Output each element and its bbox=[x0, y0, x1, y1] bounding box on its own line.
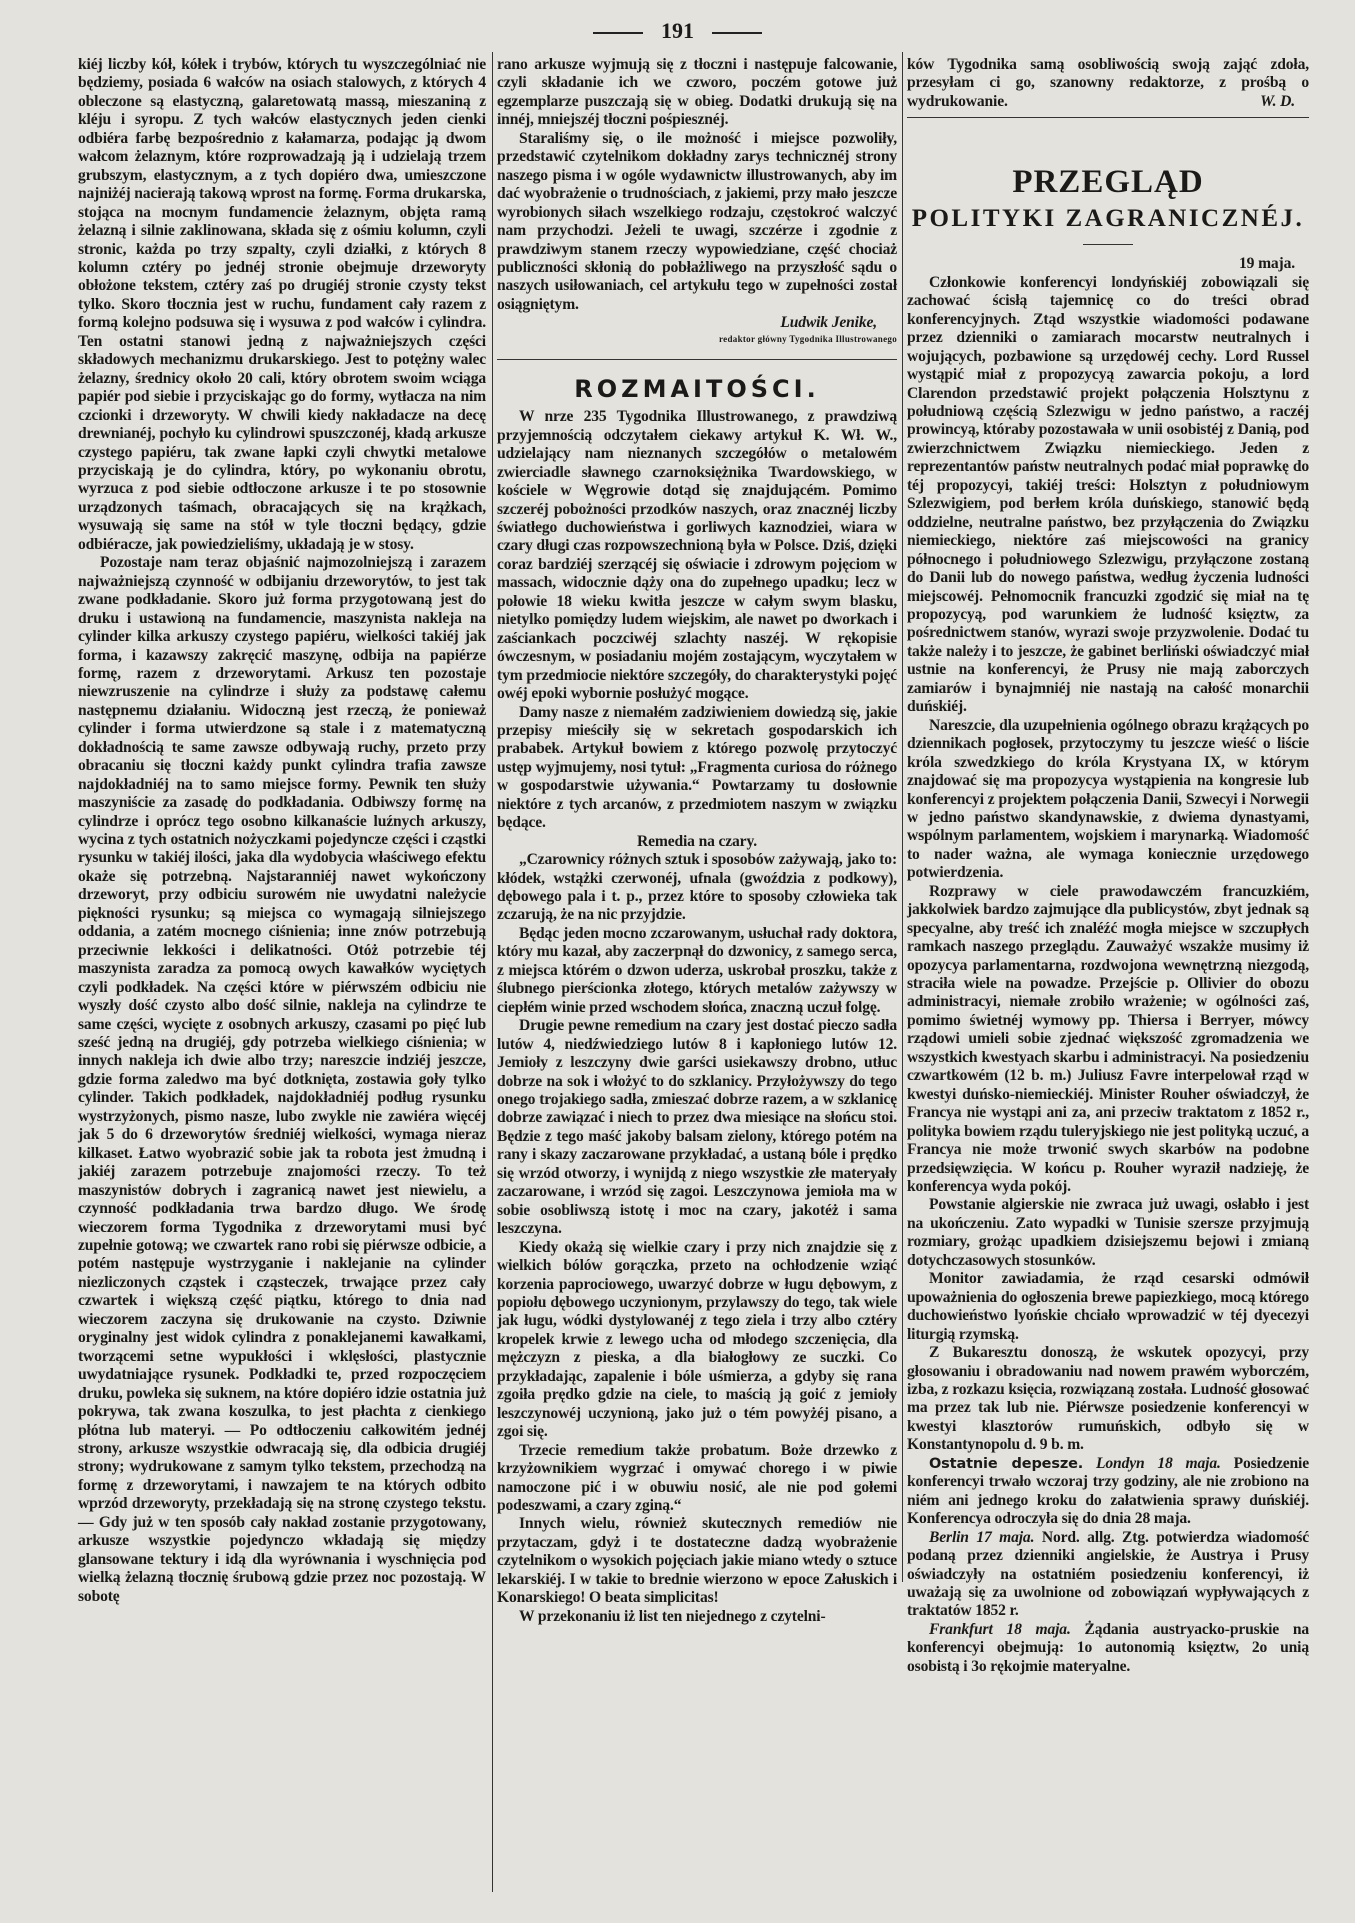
paragraph: „Czarownicy różnych sztuk i sposobów zażywają, jako to: kłódek, wstążki czerwonéj, ufnala (gwoździa z podkowy), dębowego pala i t. p., przez które to sposoby człowieka tak zczarują, że na nic przyjdzie. bbox=[497, 851, 897, 924]
paragraph: rano arkusze wyjmują się z tłoczni i następuje falcowanie, czyli składanie ich we czworo, poczém gotowe już egzemplarze puszczają się w obieg. Dodatki drukują się na innéj, mniejszéj tłoczni pośpiesznéj. bbox=[497, 56, 897, 129]
dispatches-label: Ostatnie depesze. bbox=[929, 1455, 1084, 1472]
column-1 bbox=[78, 56, 486, 1606]
divider bbox=[712, 32, 762, 34]
paragraph: Kiedy okażą się wielkie czary i przy nich znajdzie się z wielkich bólów gorączka, przeto na ochłodzenie wziąć korzenia paprociowego, uwarzyć dobrze w ługu dębowym, z popiołu dębowego uczynionym, przylawszy do tego, tak wiele jak ługu, wódki dystylowanéj z tego ziela i trzy albo cztéry kropelek krwie z lewego ucha od młodego szczenięcia, dla mężczyzn z pieska, a dla białogłowy ze suczki. Co przykładając, zapalenie i bóle uśmierza, a gdyby się rana zgoiła prędko gdzie na ciele, to maścią ją goić z jemioły leszczynowéj uczynioną, jako już o tém powyżéj pisano, a zgoi się. bbox=[497, 1238, 897, 1441]
paragraph: Z Bukaresztu donoszą, że wskutek opozycyi, przy głosowaniu i obradowaniu nad nowem prawém wyborczém, izba, z rozkazu księcia, rozwiązaną została. Ludność głosować ma przez tak lub nie. Piérwsze posiedzenie konferencyi w kwestyi klasztorów rumuńskich, odbyło się w Konstantynopolu d. 9 b. m. bbox=[907, 1344, 1309, 1454]
paragraph: Nareszcie, dla uzupełnienia ogólnego obrazu krążących po dziennikach pogłosek, przytoczymy tu jeszcze wieść o liście króla szwedzkiego do króla Krystyana IX, w którym znajdować się ma propozycya wystąpienia na kongresie lub konferencyi z projektem połączenia Danii, Szwecyi i Norwegii w jedno państwo skandynawskie, z dwiema dynastyami, wspólnym parlamentem, wojskiem i marynarką. Wiadomość to nader ważna, ale wymaga koniecznie urzędowego potwierdzenia. bbox=[907, 716, 1309, 882]
dispatch: Ostatnie depesze. Londyn 18 maja. Posiedzenie konferencyi trwało wczoraj trzy godziny, ale nie zrobiono na niém ani jednego kroku do załatwienia sprawy duńskiéj. Konferencya odroczyła się do dnia 28 maja. bbox=[907, 1454, 1310, 1528]
section-heading: ROZMAITOŚCI. bbox=[574, 374, 820, 403]
column-rule bbox=[902, 52, 903, 1582]
paragraph: ków Tygodnika samą osobliwością swoją zająć zdoła, przesyłam ci go, szanowny redaktorze, z prośbą o wydrukowanie. W. D. bbox=[907, 56, 1309, 110]
section-heading: POLITYKI ZAGRANICZNÉJ. bbox=[911, 205, 1305, 233]
paragraph: Staraliśmy się, o ile możność i miejsce pozwoliły, przedstawić czytelnikom dokładny zarys technicznéj strony naszego pisma i w ogóle wydawnictw illustrowanych, aby im dać wyobrażenie o trudnościach, z jakiemi, przy mało jeszcze wyrobionych siłach wszelkiego rodzaju, częstokroć walczyć nam przychodzi. Jeżeli te uwagi, szczérze i zgodnie z prawdziwym stanem rzeczy wypowiedziane, część chociaż publiczności skłonią do pobłażliwego na przyszłość sądu o naszych usiłowaniach, cel artykułu tego w zupełności został osiągniętym. bbox=[497, 129, 897, 313]
section-heading: PRZEGLĄD bbox=[1012, 164, 1204, 201]
paragraph: Drugie pewne remedium na czary jest dostać pieczo sadła lutów 4, niedźwiedziego lutów 8 i kapłoniego lutów 12. Jemioły z leszczyny dwie garści usiekawszy drobno, utłuc dobrze na sok i włożyć to do szklanicy. Przyłożywszy do tego onego trojakiego sadła, zmieszać dobrze razem, a w szklanicę dobrze zawiązać i niech to przez dwa miesiące na słońcu stoi. Będzie z tego maść jakoby balsam zielony, którego potém na rany i skazy zaczarowane przykładać, a ustaną bóle i prędko się wrzód otworzy, i wynijdą z niego wszystkie złe materyały zaczarowane, i wrzód się zagoi. Leszczynowa jemioła ma w sobie osobliwszą istotę i moc na czary, jakotéż i sama leszczyna. bbox=[497, 1017, 897, 1238]
column-2 bbox=[497, 56, 897, 1626]
subheading: Remedia na czary. bbox=[636, 832, 757, 850]
paragraph: Rozprawy w ciele prawodawczém francuzkiém, jakkolwiek bardzo zajmujące dla publicystów, zbyt jednak są specyalne, aby treść ich znaléźć mogła miejsce w szczupłych ramkach naszego przeglądu. Zauważyć wszakże musimy iż opozycya parlamentarna, rozdwojona wewnętrzną niezgodą, straciła wiele na powadze. Przejście p. Ollivier do obozu administracyi, niemałe zrobiło wrażenie; w ogólności zaś, pomimo świetnéj wymowy pp. Thiersa i Berryer, mówcy rządowi umieli sobie zjednać większość zgromadzenia we wszystkich kwestyach skarbu i administracyi. Na posiedzeniu czwartkowém (12 b. m.) Juliusz Favre interpelował rząd w kwestyi duńsko-niemieckiéj. Minister Rouher oświadczył, że Francya nie wystąpi ani za, ani przeciw traktatom z 1852 r., polityka bowiem rządu tuleryjskiego nie jest polityką uczuć, a Francya nie może trwonić swych skarbów na podobne przedsięwzięcia. W końcu p. Rouher wyraził nadzieję, że konferencya wyda pokój. bbox=[907, 882, 1309, 1196]
paragraph: W przekonaniu iż list ten niejednego z czytelni- bbox=[519, 1607, 826, 1625]
paragraph: Będąc jeden mocno zczarowanym, usłuchał rady doktora, który mu kazał, aby zaczerpnął do dzwonicy, z samego serca, z miejsca którém o dzwon uderza, uskrobał proszku, także z ślubnego pierścionka złotego, których metalów zażywszy w ciepłém winie przed wschodem słońca, znaczną uczuł folgę. bbox=[497, 924, 897, 1016]
paragraph: Damy nasze z niemałém zadziwieniem dowiedzą się, jakie przepisy mieściły się w sekretach gospodarskich ich prababek. Artykuł bowiem z którego pozwolę przytoczyć ustęp wyjmujemy, nosi tytuł: „Fragmenta curiosa do różnego w gospodarstwie używania.“ Powtarzamy tu dosłownie niektóre z tych arcanów, z przedmiotem naszym w związku będące. bbox=[497, 703, 897, 832]
paragraph: W nrze 235 Tygodnika Illustrowanego, z prawdziwą przyjemnością odczytałem ciekawy artykuł K. Wł. W., udzielający nam nieznanych szczegółów o metalowém zwierciadle sławnego czarnoksiężnika Twardowskiego, w kościele w Węgrowie dotąd się znajdującém. Pomimo szczeréj pobożności przodków naszych, oraz znacznéj liczby światłego duchowieństwa i gorliwych kaznodziei, wiara w czary długi czas rozpowszechnioną była w Polsce. Dziś, dzięki coraz bardziéj szerzącéj się oświacie i zdrowym pojęciom w massach, widocznie dąży ona do zupełnego upadku; lecz w połowie 18 wieku kwitła jeszcze w całym swym blasku, nietylko pomiędzy ludem wiejskim, ale nawet po dworkach i zaściankach poczciwéj szlachty naszéj. W rękopisie ówczesnym, w posiadaniu mojém zostającym, wyczytałem w tym przedmiocie niektóre szczegóły, do charakterystyki pojęć owéj epoki wybornie posłużyć mogące. bbox=[497, 408, 897, 703]
author-signature: Ludwik Jenike, bbox=[780, 314, 877, 332]
column-rule bbox=[492, 52, 493, 1892]
divider bbox=[497, 359, 897, 360]
divider bbox=[907, 117, 1309, 118]
letter-signature: W. D. bbox=[1260, 92, 1295, 110]
date: 19 maja. bbox=[1239, 255, 1295, 273]
dispatch: Frankfurt 18 maja. Żądania austryacko-pruskie na konferencyi obejmują: 1o autonomią księztw, 2o unią osobistą i 3o rękojmie materyalne. bbox=[907, 1620, 1309, 1675]
author-title: redaktor główny Tygodnika Illustrowanego bbox=[719, 333, 897, 344]
paragraph: kiéj liczby kół, kółek i trybów, których tu wyszczególniać nie będziemy, posiada 6 wałców na osiach stalowych, z których 4 obleczone są elastyczną, galaretowatą massą, mieszaniną z kléju i syropu. Z tych wałców elastycznych jeden cienki odbiéra farbę bezpośrednio z kałamarza, podając ją dwom wałcom żelaznym, które rozprowadzają ją i udzielają trzem grubszym, elastycznym, a z tych dopiéro dwa, umieszczone najniżéj nacierają takową wprost na formę. Forma drukarska, stojąca na mocnym fundamencie żelaznym, objęta ramą żelazną i silnie zaklinowana, składa się z ośmiu kolumn, czyli stronic, każda po trzy szpalty, czyli działki, z których 8 kolumn cztéry po jednéj stronie obejmuje drzeworyty obłożone tekstem, cztéry zaś po drugiéj stronie czysty tekst tylko. Skoro tłocznia jest w ruchu, fundament cały razem z formą kolejno podsuwa się i wysuwa z pod wałców i cylindra. Ten ostatni stanowi jedną z najważniejszych części składowych mechanizmu drukarskiego. Jest to potężny walec żelazny, średnicy około 20 cali, który obrotem swoim wciąga papiér pod siebie i przyciskając go do formy, wytłacza na nim czcionki i drzeworyty. W chwili kiedy nakładacze na decę drewnianéj, pochyło ku cylindrowi spuszczonéj, kładą arkusze czystego papiéru, tak zwane łapki czyli chwytki metalowe przyciskają je do cylindra, który, po wykonaniu obrotu, wyrzuca z pod siebie odtłoczone arkusze i te po stosownie urządzonych taśmach, obracających się na krążkach, wysuwają się same na stół w tyle tłoczni będący, gdzie odbiéracze, jak powiedzieliśmy, układają je w stosy. bbox=[78, 56, 486, 553]
divider bbox=[593, 32, 643, 34]
dispatch: Berlin 17 maja. Nord. allg. Ztg. potwierdza wiadomość podaną przez dzienniki angielskie, że Austrya i Prusy oświadczyły na ostatniém posiedzeniu konferencyi, iż uważają się za uwolnione od zobowiązań wypływających z traktatów 1852 r. bbox=[907, 1528, 1309, 1620]
paragraph: Członkowie konferencyi londyńskiéj zobowiązali się zachować ścisłą tajemnicę co do treści obrad konferencyjnych. Ztąd wszystkie wiadomości podawane przez dzienniki o zamiarach mocarstw neutralnych i wojujących, pozbawione są urzędowéj cechy. Lord Russel wystąpić miał z propozycyą zawarcia pokoju, a lord Clarendon przedstawić projekt połączenia Holsztynu z południową częścią Szlezwigu w jedno państwo, a raczéj prowincyą, któraby pozostawała w unii osobistéj z Danią, pod zwierzchnictwem Związku niemieckiego. Jeden z reprezentantów państw neutralnych podać miał poprawkę do téj propozycyi, takiéj treści: Holsztyn z południowym Szlezwigiem, pod berłem króla duńskiego, stanowić będą oddzielne, neutralne państwo, bez przyłączenia do Związku niemieckiego, niektóre zaś miejscowości na granicy północnego i południowego Szlezwigu, przyłączone zostaną do Danii lub do nowego państwa, według życzenia ludności miejscowéj. Pełnomocnik francuzki zgodzić się miał na tę propozycyą, pod warunkiem że ludność księztw, za pośrednictwem stanów, wyrazi swoje przyzwolenie. Dodać tu także należy i to jeszcze, że gabinet berliński oświadczyć miał ustnie na konferencyi, że Prusy nie mają zaborczych zamiarów i bynajmniéj nie nastają na całość monarchii duńskiéj. bbox=[907, 273, 1309, 716]
divider bbox=[1083, 244, 1133, 245]
paragraph: Innych wielu, również skutecznych remediów nie przytaczam, gdyż i te dostateczne dadzą wyobrażenie czytelnikom o wysokich pojęciach jakie miano wtedy o sztuce lekarskiéj. I w takie to brednie wierzono w epoce Załuskich i Konarskiego! O beata simplicitas! bbox=[497, 1515, 897, 1607]
paragraph: Pozostaje nam teraz objaśnić najmozolniejszą i zarazem najważniejszą czynność w odbijaniu drzeworytów, to jest tak zwane podkładanie. Skoro już forma przygotowaną jest do druku i ustawioną na fundamencie, maszynista nakleja na cylinder kilka arkuszy czystego papiéru, wielkości takiéj jak forma, i kazawszy zakręcić maszynę, odbija na papiérze formę, razem z drzeworytami. Arkusz ten pozostaje niewzruszenie na cylindrze i służy za podstawę całemu następnemu działaniu. Widoczną jest rzeczą, że ponieważ cylinder i forma utwierdzone są stale i z matematyczną dokładnością te same zawsze odbywają ruchy, przeto przy obracaniu się tłoczni każdy punkt cylindra trafia zawsze najdokładniéj na to samo miejsce formy. Pewnik ten służy maszyniście za zasadę do podkładania. Odbiwszy formę na cylindrze i oprócz tego osobno kilkanaście luźnych arkuszy, wycina z tych ostatnich nożyczkami pojedyncze części i cząstki rysunku w takiéj ilości, jaka dla wydobycia właściwego efektu okaże się potrzebną. Najstaranniéj nawet wykończony drzeworyt, przy odbiciu surowém nie uwydatni należycie piękności rysunku; są miejsca co wymagają silniejszego oddania, a zatém mocnego ciśnienia; inne znów potrzebują przeciwnie lekkości i delikatności. Otóż potrzebie téj maszynista zaradza za pomocą owych kawałków wyciętych czyli podkładek. Na części które w piérwszém odbiciu nie wyszły dość czysto albo dość silnie, nakleja na cylindrze te same części, wycięte z osobnych arkuszy, czasami po pięć lub sześć jedną na drugiéj, gdy potrzeba wielkiego ciśnienia; w innych nakleja ich dwie albo trzy; nareszcie indziéj jeszcze, gdzie forma zaledwo ma być dotknięta, zostawia goły tylko cylinder. Takich podkładek, najdokładniéj podług rysunku wystrzyżonych, pismo nasze, lubo zwykle nie zawiéra więcéj jak 5 do 6 drzeworytów średniéj wielkości, wymaga nieraz kilkaset. Łatwo wyobrazić sobie jak ta robota jest żmudną i jakiéj zarazem potrzebuje znajomości rzeczy. To też maszynistów dobrych i zagranicą nawet jest niewielu, a czynność podkładania trwa bardzo długo. We środę wieczorem forma Tygodnika z drzeworytami musi być zupełnie gotową; we czwartek rano robi się piérwsze odbicie, a potém następuje wystrzyganie i naklejanie na cylinder niezliczonych cząstek i cząsteczek, trwające przez cały czwartek i większą część piątku, którego to dnia nad wieczorem zaczyna się drukowanie na czysto. Dziwnie oryginalny jest widok cylindra z ponaklejanemi kawałkami, tworzącemi setne wypukłości i wklęsłości, plastycznie uwydatniające rysunek. Podkładki te, przed rozpoczęciem druku, powleka się suknem, na które dopiéro idzie ostatnia już pokrywa, tak zwana koszulka, to jest płachta z cienkiego płótna lub materyi. — Po odtłoczeniu całkowitém jednéj strony, arkusze wszystkie odwracają się, dla odbicia drugiéj strony; wydrukowane z samym tylko tekstem, przechodzą na formę z drzeworytami, i nawzajem te na których odbito wprzód drzeworyty, przekładają się na stronę czystego tekstu. — Gdy już w ten sposób cały nakład zostanie przygotowany, arkusze wszystkie pojedynczo wkładają się między glansowane tektury i idą dla wyrównania i wyschnięcia pod wielką żelazną tłocznię śrubową gdzie przez noc pozostają. W sobotę bbox=[78, 554, 486, 1605]
paragraph: Monitor zawiadamia, że rząd cesarski odmówił upoważnienia do ogłoszenia brewe papiezkiego, mocą którego duchowieństwo lyońskie chciało wprowadzić w téj dyecezyi liturgią rzymską. bbox=[907, 1270, 1309, 1343]
column-3 bbox=[907, 56, 1309, 1676]
paragraph: Powstanie algierskie nie zwraca już uwagi, osłabło i jest na ukończeniu. Zato wypadki w Tunisie szersze przyjmują rozmiary, grożąc upadkiem dzisiejszemu bejowi i zmianą dotychczasowych stosunków. bbox=[907, 1196, 1309, 1269]
paragraph: Trzecie remedium także probatum. Boże drzewko z krzyżownikiem wygrzać i omywać chorego i w piwie namoczone pić i w obuwiu nosić, ale nie pod gołemi podeszwami, a czary zginą.“ bbox=[497, 1441, 897, 1514]
page-number: 191 bbox=[0, 18, 1355, 44]
